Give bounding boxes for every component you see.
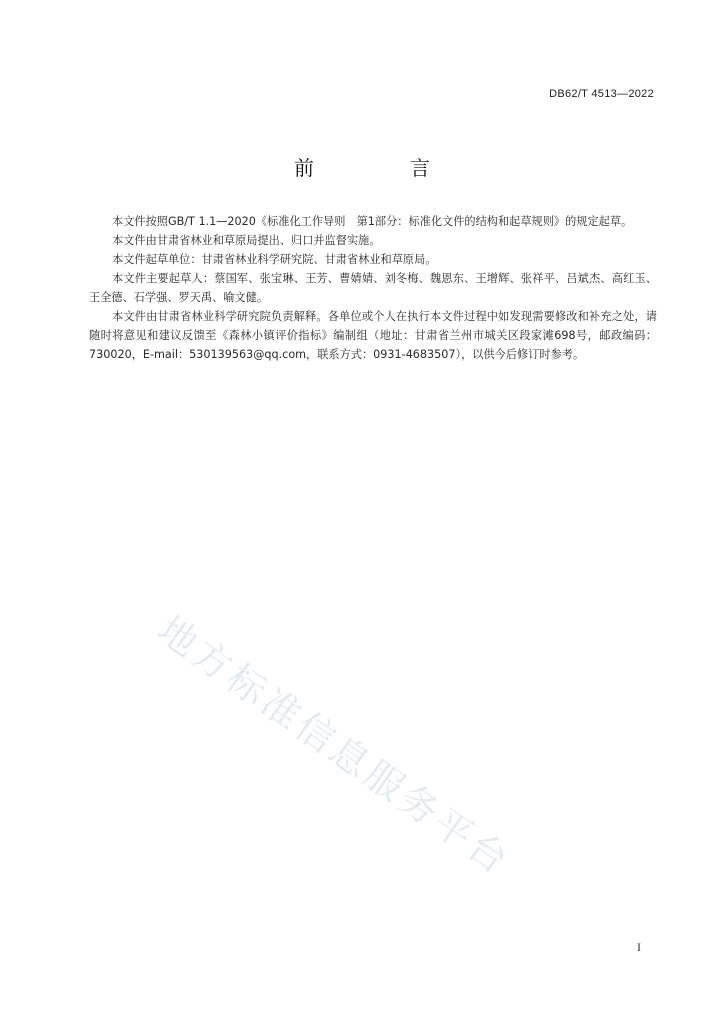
paragraph-proposer: 本文件由甘肃省林业和草原局提出、归口并监督实施。 <box>112 234 381 247</box>
page-title: 前 言 <box>294 156 468 180</box>
standard-code: DB62/T 4513—2022 <box>549 88 654 100</box>
foreword-body <box>89 212 657 364</box>
paragraph-drafters: 本文件主要起草人：蔡国军、张宝琳、王芳、曹婧婧、刘冬梅、魏恩东、王增辉、张祥平、吕斌杰、高红玉、王全德、石学强、罗天禹、喻文健。 <box>89 272 657 304</box>
page-number: I <box>637 940 641 954</box>
paragraph-feedback-contact: 本文件由甘肃省林业科学研究院负责解释。各单位或个人在执行本文件过程中如发现需要修改和补充之处，请随时将意见和建议反馈至《森林小镇评价指标》编制组（地址：甘肃省兰州市城关区段家滩698号，邮政编码：730020，E-mail：530139563@qq.com，联系方式：0931-4683507），以供今后修订时参考。 <box>89 310 657 361</box>
paragraph-drafting-basis: 本文件按照GB/T 1.1—2020《标准化工作导则 第1部分：标准化文件的结构和起草规则》的规定起草。 <box>112 215 633 228</box>
paragraph-drafting-units: 本文件起草单位：甘肃省林业科学研究院、甘肃省林业和草原局。 <box>112 253 437 266</box>
watermark-text: 地方标准信息服务平台 <box>149 607 519 885</box>
